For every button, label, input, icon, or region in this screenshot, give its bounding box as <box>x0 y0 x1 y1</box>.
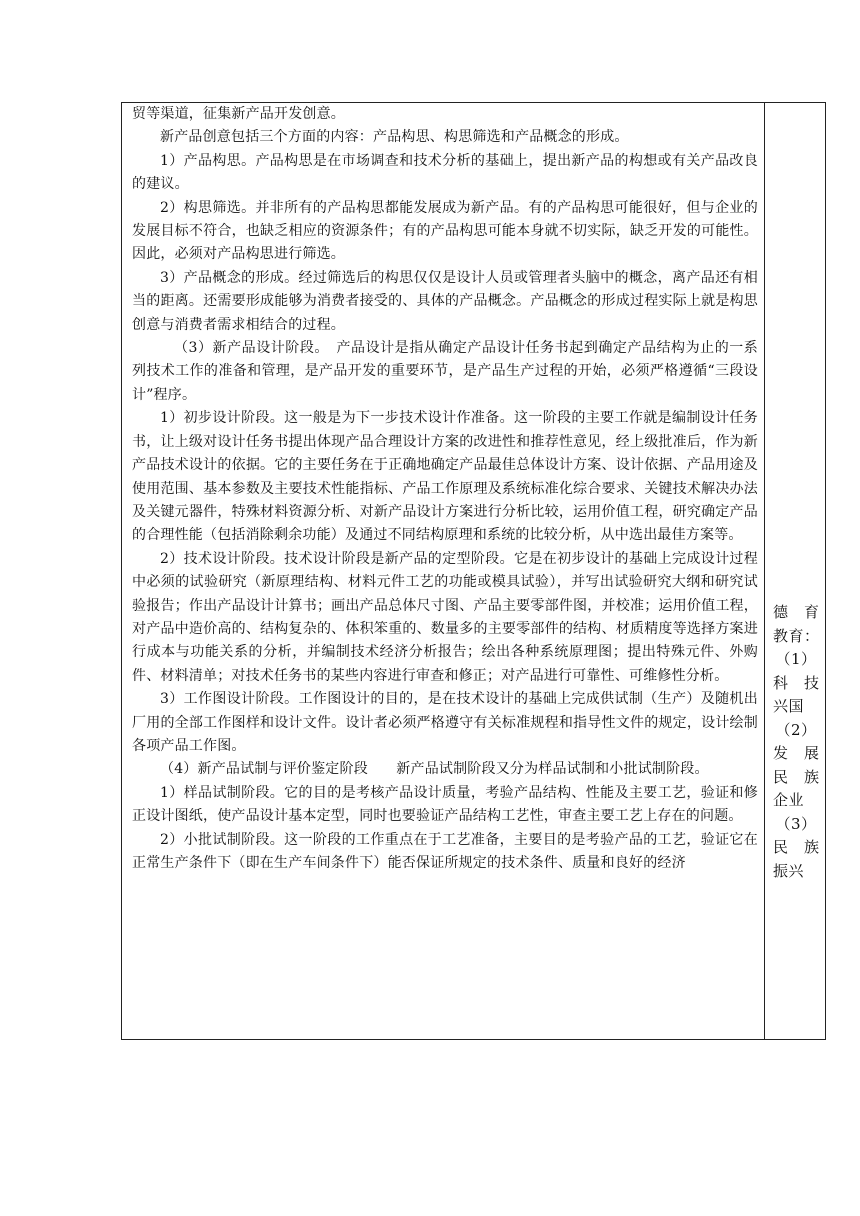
side-line: （2） <box>775 720 817 739</box>
side-line: 兴国 <box>773 697 805 715</box>
side-line: 振兴 <box>773 861 805 880</box>
paragraph-trial-production: （4）新产品试制与评价鉴定阶段 新产品试制阶段又分为样品试制和小批试制阶段。 <box>160 761 709 778</box>
lesson-table <box>121 102 826 1040</box>
paragraph-design-stage: （3）新产品设计阶段。 产品设计是指从确定产品设计任务书起到确定产品结构为止的一系列技术工作的准备和管理，是产品开发的重要环节，是产品生产过程的开始，必须严格遵循“三段设计”程序。 <box>132 340 758 403</box>
paragraph-creativity-overview: 新产品创意包括三个方面的内容：产品构思、构思筛选和产品概念的形成。 <box>160 129 629 146</box>
paragraph-concept-formation: 3）产品概念的形成。经过筛选后的构思仅仅是设计人员或管理者头脑中的概念，离产品还有相当的距离。还需要形成能够为消费者接受的、具体的产品概念。产品概念的形成过程实际上就是构思创意与消费者需求相结合的过程。 <box>132 269 758 333</box>
side-line: 德 育 <box>773 603 820 621</box>
moral-education-cell <box>773 601 819 883</box>
paragraph-preliminary-design: 1）初步设计阶段。这一般是为下一步技术设计作准备。这一阶段的主要工作就是编制设计任务书，让上级对设计任务书提出体现产品合理设计方案的改进性和推荐性意见，经上级批准后，作为新产品技术设计的依据。它的主要任务在于正确地确定产品最佳总体设计方案、设计依据、产品用途及使用范围、基本参数及主要技术性能指标、产品工作原理及系统标准化综合要求、关键技术解决办法及关键元器件，特殊材料资源分析、对新产品设计方案进行分析比较，运用价值工程，研究确定产品的合理性能（包括消除剩余功能）及通过不同结构原理和系统的比较分析，从中选出最佳方案等。 <box>132 410 758 544</box>
paragraph-product-conception: 1）产品构思。产品构思是在市场调查和技术分析的基础上，提出新产品的构想或有关产品改良的建议。 <box>132 152 758 193</box>
side-line: （1） <box>775 650 817 668</box>
side-line: 科 技 <box>773 673 820 692</box>
side-line: 教育： <box>773 626 820 645</box>
paragraph-technical-design: 2）技术设计阶段。技术设计阶段是新产品的定型阶段。它是在初步设计的基础上完成设计过程中必须的试验研究（新原理结构、材料元件工艺的功能或模具试验），并写出试验研究大纲和研究试验报告；作出产品设计计算书；画出产品总体尺寸图、产品主要零部件图，并校准；运用价值工程，对产品中造价高的、结构复杂的、体积笨重的、数量多的主要零部件的结构、材质精度等选择方案进行成本与功能关系的分析，并编制技术经济分析报告；绘出各种系统原理图；提出特殊元件、外购件、材料清单；对技术任务书的某些内容进行审查和修正；对产品进行可靠性、可维修性分析。 <box>132 550 758 684</box>
column-divider <box>764 103 765 1039</box>
side-line: 企业 <box>773 791 805 809</box>
side-line: 民 族 <box>773 838 820 856</box>
paragraph-working-drawing: 3）工作图设计阶段。工作图设计的目的，是在技术设计的基础上完成供试制（生产）及随机出厂用的全部工作图样和设计文件。设计者必须严格遵守有关标准规程和指导性文件的规定，设计绘制各项产品工作图。 <box>132 691 758 754</box>
paragraph-idea-screening: 2）构思筛选。并非所有的产品构思都能发展成为新产品。有的产品构思可能很好，但与企业的发展目标不符合，也缺乏相应的资源条件；有的产品构思可能本身就不切实际，缺乏开发的可能性。因此，必须对产品构思进行筛选。 <box>132 199 758 263</box>
paragraph-small-batch-trial: 2）小批试制阶段。这一阶段的工作重点在于工艺准备，主要目的是考验产品的工艺，验证它在正常生产条件下（即在生产车间条件下）能否保证所规定的技术条件、质量和良好的经济 <box>132 831 758 871</box>
side-line: 民 族 <box>773 767 820 786</box>
side-line: （3） <box>775 814 817 833</box>
paragraph-sample-trial: 1）样品试制阶段。它的目的是考核产品设计质量，考验产品结构、性能及主要工艺，验证和修正设计图纸，使产品设计基本定型，同时也要验证产品结构工艺性，审查主要工艺上存在的问题。 <box>132 784 758 825</box>
main-content-cell <box>132 103 758 875</box>
paragraph-intro-tail: 贸等渠道，征集新产品开发创意。 <box>132 106 345 122</box>
side-line: 发 展 <box>773 744 820 762</box>
